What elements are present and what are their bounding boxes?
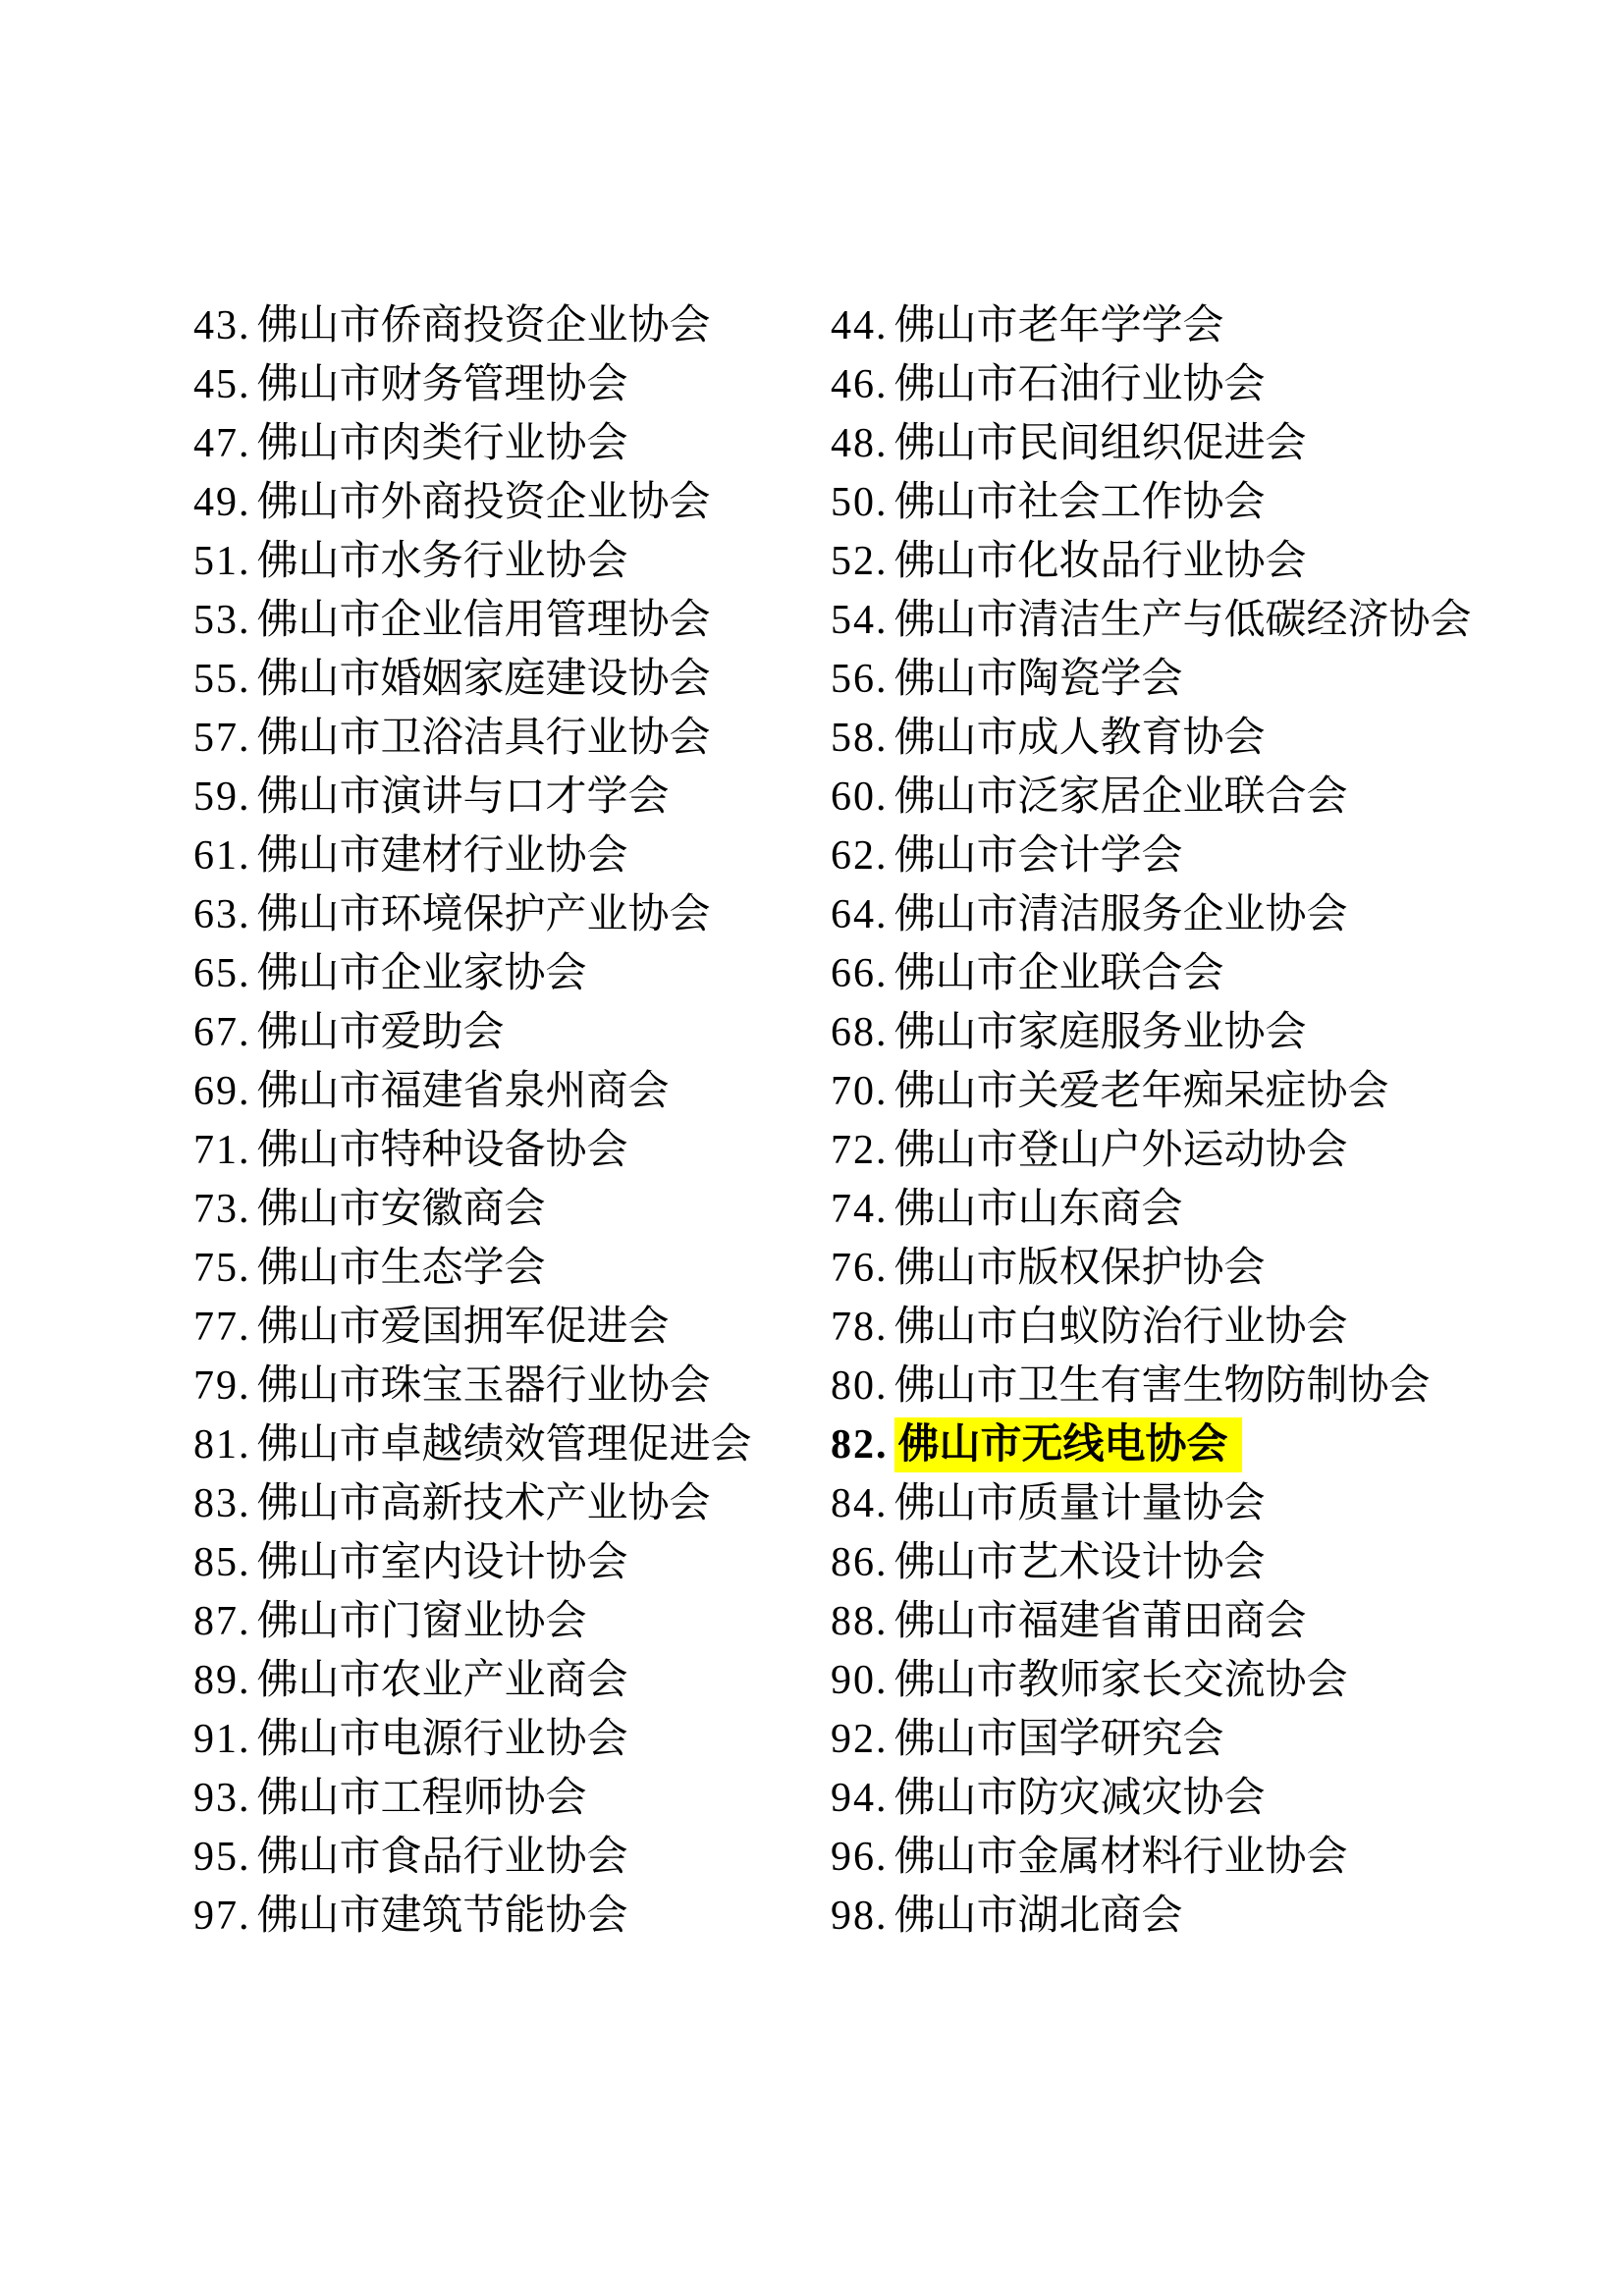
- item-name: 佛山市湖北商会: [893, 1894, 1183, 1939]
- item-name: 佛山市清洁服务企业协会: [893, 892, 1348, 937]
- list-item: [193, 1828, 831, 1887]
- item-name: 佛山市卓越绩效管理促进会: [256, 1422, 752, 1468]
- list-item: [193, 1710, 831, 1769]
- item-number: 56.: [831, 657, 889, 702]
- list-item: [193, 296, 831, 355]
- item-number: 45.: [193, 362, 251, 407]
- item-number: 75.: [193, 1246, 251, 1291]
- item-name: 佛山市食品行业协会: [256, 1835, 628, 1880]
- item-number: 52.: [831, 539, 889, 584]
- item-name: 佛山市门窗业协会: [256, 1599, 587, 1644]
- item-name: 佛山市会计学会: [893, 833, 1183, 879]
- list-item: [193, 827, 831, 885]
- list-item: [193, 1121, 831, 1180]
- item-name: 佛山市工程师协会: [256, 1776, 587, 1821]
- list-item: [831, 1239, 1568, 1298]
- item-name: 佛山市登山户外运动协会: [893, 1128, 1348, 1173]
- list-item: [193, 414, 831, 473]
- list-item: [831, 650, 1568, 709]
- item-name: 佛山市家庭服务业协会: [893, 1010, 1307, 1055]
- list-item: [193, 1592, 831, 1651]
- item-name: 佛山市金属材料行业协会: [893, 1835, 1348, 1880]
- list-item: [831, 709, 1568, 768]
- item-name: 佛山市泛家居企业联合会: [893, 774, 1348, 820]
- item-name: 佛山市化妆品行业协会: [893, 539, 1307, 584]
- item-number: 74.: [831, 1187, 889, 1232]
- item-number: 68.: [831, 1010, 889, 1055]
- list-item: [831, 355, 1568, 414]
- item-number: 54.: [831, 598, 889, 643]
- item-name: 佛山市福建省泉州商会: [256, 1069, 670, 1114]
- item-number: 90.: [831, 1658, 889, 1703]
- item-name: 佛山市企业联合会: [893, 951, 1224, 996]
- list-item: [193, 1415, 831, 1474]
- list-item: [193, 944, 831, 1003]
- item-number: 63.: [193, 892, 251, 937]
- list-item: [831, 1474, 1568, 1533]
- list-item: [831, 1062, 1568, 1121]
- list-item: [831, 1121, 1568, 1180]
- item-name: 佛山市卫生有害生物防制协会: [893, 1363, 1431, 1409]
- item-name: 佛山市清洁生产与低碳经济协会: [893, 598, 1472, 643]
- item-number: 64.: [831, 892, 889, 937]
- item-number: 78.: [831, 1305, 889, 1350]
- item-name: 佛山市防灾减灾协会: [893, 1776, 1266, 1821]
- item-name: 佛山市室内设计协会: [256, 1540, 628, 1585]
- list-item: [831, 1769, 1568, 1828]
- list-item: [193, 650, 831, 709]
- item-name: 佛山市建筑节能协会: [256, 1894, 628, 1939]
- item-number: 67.: [193, 1010, 251, 1055]
- item-number: 93.: [193, 1776, 251, 1821]
- item-number: 62.: [831, 833, 889, 879]
- item-number: 97.: [193, 1894, 251, 1939]
- item-number: 60.: [831, 774, 889, 820]
- item-name: 佛山市高新技术产业协会: [256, 1481, 711, 1526]
- item-number: 84.: [831, 1481, 889, 1526]
- list-item: [831, 1357, 1568, 1415]
- item-number: 51.: [193, 539, 251, 584]
- item-number: 83.: [193, 1481, 251, 1526]
- item-name: 佛山市国学研究会: [893, 1717, 1224, 1762]
- item-number: 91.: [193, 1717, 251, 1762]
- item-number: 81.: [193, 1422, 251, 1468]
- list-item: [831, 1003, 1568, 1062]
- list-item: [193, 1769, 831, 1828]
- item-name: 佛山市石油行业协会: [893, 362, 1266, 407]
- item-number: 53.: [193, 598, 251, 643]
- item-number: 61.: [193, 833, 251, 879]
- list-item: [193, 768, 831, 827]
- item-number: 59.: [193, 774, 251, 820]
- item-name: 佛山市财务管理协会: [256, 362, 628, 407]
- list-item: [831, 296, 1568, 355]
- list-item: [193, 1887, 831, 1946]
- item-name: 佛山市外商投资企业协会: [256, 480, 711, 525]
- list-item: [193, 1651, 831, 1710]
- item-name: 佛山市生态学会: [256, 1246, 546, 1291]
- item-name: 佛山市肉类行业协会: [256, 421, 628, 466]
- item-number: 46.: [831, 362, 889, 407]
- list-item: [831, 944, 1568, 1003]
- item-number: 43.: [193, 303, 251, 348]
- item-name: 佛山市质量计量协会: [893, 1481, 1266, 1526]
- item-number: 66.: [831, 951, 889, 996]
- item-number: 73.: [193, 1187, 251, 1232]
- item-name: 佛山市珠宝玉器行业协会: [256, 1363, 711, 1409]
- item-name: 佛山市社会工作协会: [893, 480, 1266, 525]
- item-name: 佛山市爱助会: [256, 1010, 505, 1055]
- item-number: 57.: [193, 716, 251, 761]
- list-item: [193, 473, 831, 532]
- item-name: 佛山市白蚁防治行业协会: [893, 1305, 1348, 1350]
- item-number: 65.: [193, 951, 251, 996]
- item-number: 89.: [193, 1658, 251, 1703]
- list-item: [193, 1003, 831, 1062]
- item-number: 80.: [831, 1363, 889, 1409]
- list-item: [193, 1062, 831, 1121]
- item-name: 佛山市关爱老年痴呆症协会: [893, 1069, 1389, 1114]
- item-number: 72.: [831, 1128, 889, 1173]
- item-name: 佛山市版权保护协会: [893, 1246, 1266, 1291]
- item-name: 佛山市教师家长交流协会: [893, 1658, 1348, 1703]
- item-number: 96.: [831, 1835, 889, 1880]
- item-number: 77.: [193, 1305, 251, 1350]
- list-item: [831, 768, 1568, 827]
- list-item: [831, 1592, 1568, 1651]
- item-number: 92.: [831, 1717, 889, 1762]
- list-item: [831, 1651, 1568, 1710]
- list-item: [193, 591, 831, 650]
- list-item: [831, 532, 1568, 591]
- list-item: [193, 355, 831, 414]
- item-name: 佛山市安徽商会: [256, 1187, 546, 1232]
- item-name: 佛山市企业家协会: [256, 951, 587, 996]
- item-name: 佛山市企业信用管理协会: [256, 598, 711, 643]
- list-item: [831, 1180, 1568, 1239]
- item-name: 佛山市建材行业协会: [256, 833, 628, 879]
- list-item: [193, 1298, 831, 1357]
- item-name: 佛山市婚姻家庭建设协会: [256, 657, 711, 702]
- list-item: [831, 414, 1568, 473]
- list-item: [193, 1180, 831, 1239]
- item-name: 佛山市陶瓷学会: [893, 657, 1183, 702]
- item-name: 佛山市演讲与口才学会: [256, 774, 670, 820]
- item-number: 85.: [193, 1540, 251, 1585]
- item-name: 佛山市环境保护产业协会: [256, 892, 711, 937]
- item-name: 佛山市山东商会: [893, 1187, 1183, 1232]
- list-item: [831, 1887, 1568, 1946]
- item-number: 70.: [831, 1069, 889, 1114]
- item-number: 50.: [831, 480, 889, 525]
- association-list: [193, 296, 1568, 1946]
- item-number: 76.: [831, 1246, 889, 1291]
- item-number: 95.: [193, 1835, 251, 1880]
- list-item: [193, 885, 831, 944]
- list-item: [831, 1828, 1568, 1887]
- item-number: 44.: [831, 303, 889, 348]
- item-name: 佛山市侨商投资企业协会: [256, 303, 711, 348]
- item-name: 佛山市农业产业商会: [256, 1658, 628, 1703]
- item-number: 71.: [193, 1128, 251, 1173]
- item-name: 佛山市无线电协会: [894, 1417, 1242, 1472]
- item-name: 佛山市成人教育协会: [893, 716, 1266, 761]
- item-number: 47.: [193, 421, 251, 466]
- list-item: [831, 473, 1568, 532]
- list-item: [193, 1239, 831, 1298]
- list-item: [193, 709, 831, 768]
- item-name: 佛山市老年学学会: [893, 303, 1224, 348]
- item-number: 82.: [831, 1422, 889, 1468]
- item-number: 49.: [193, 480, 251, 525]
- list-item: [193, 1357, 831, 1415]
- item-name: 佛山市艺术设计协会: [893, 1540, 1266, 1585]
- item-name: 佛山市卫浴洁具行业协会: [256, 716, 711, 761]
- list-item: [193, 1474, 831, 1533]
- item-number: 69.: [193, 1069, 251, 1114]
- list-item: [831, 885, 1568, 944]
- item-number: 94.: [831, 1776, 889, 1821]
- item-number: 87.: [193, 1599, 251, 1644]
- item-name: 佛山市特种设备协会: [256, 1128, 628, 1173]
- item-name: 佛山市水务行业协会: [256, 539, 628, 584]
- item-number: 79.: [193, 1363, 251, 1409]
- list-item-highlighted: [831, 1415, 1568, 1474]
- item-name: 佛山市电源行业协会: [256, 1717, 628, 1762]
- list-item: [831, 1533, 1568, 1592]
- item-name: 佛山市爱国拥军促进会: [256, 1305, 670, 1350]
- item-name: 佛山市民间组织促进会: [893, 421, 1307, 466]
- item-number: 86.: [831, 1540, 889, 1585]
- list-item: [193, 532, 831, 591]
- list-item: [193, 1533, 831, 1592]
- item-number: 48.: [831, 421, 889, 466]
- item-number: 55.: [193, 657, 251, 702]
- item-number: 98.: [831, 1894, 889, 1939]
- list-item: [831, 591, 1568, 650]
- list-item: [831, 1298, 1568, 1357]
- item-number: 58.: [831, 716, 889, 761]
- item-number: 88.: [831, 1599, 889, 1644]
- list-item: [831, 827, 1568, 885]
- item-name: 佛山市福建省莆田商会: [893, 1599, 1307, 1644]
- list-item: [831, 1710, 1568, 1769]
